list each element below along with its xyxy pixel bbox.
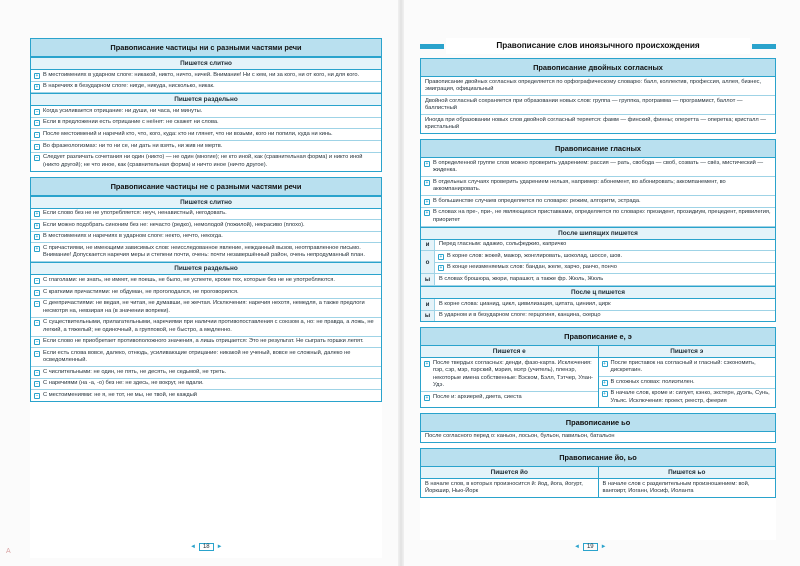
prev-arrow-icon: ◄	[574, 544, 580, 550]
minus-icon: –	[35, 120, 39, 126]
rule-row: – С деепричастиями: не ведая, не читая, не думавши, не жечтая. Исключения: наречия нехотя, немедля, а также предлоги несмотря на, невзирая на (в значении вопреки).	[31, 299, 381, 318]
minus-icon: –	[35, 350, 39, 356]
rule-row: В ударном и в безударном слоге: герцогиня, канцина, скерцо	[439, 312, 601, 319]
letter-tag: ы	[421, 274, 435, 285]
plus-icon: +	[35, 72, 39, 78]
rule-row: + После и: архиерей, диета, сиеста	[425, 393, 522, 400]
plus-icon: +	[425, 198, 429, 204]
subhead-after-ts: После ц пишется	[421, 286, 775, 299]
plus-icon: +	[425, 360, 429, 366]
minus-icon: –	[35, 381, 39, 387]
subhead-after-sibilants: После шипящих пишется	[421, 227, 775, 240]
jo-yo-box	[420, 448, 776, 498]
column-yo	[598, 467, 776, 497]
column-e	[421, 346, 598, 407]
minus-icon: –	[35, 131, 39, 137]
letter-rule	[421, 274, 775, 286]
e-e-box	[420, 327, 776, 408]
column-jo	[421, 467, 598, 497]
title-bar-left	[420, 44, 444, 49]
prev-arrow-icon: ◄	[190, 544, 196, 550]
plus-icon: +	[35, 234, 39, 240]
letter-rule	[421, 240, 775, 252]
plus-icon: +	[603, 391, 606, 397]
letter-rule	[421, 311, 775, 322]
rule-row: + Если слово без не не употребляется: неуч, ненавистный, негодовать.	[31, 209, 381, 221]
rule-row: – Когда усиливается отрицание: ни души, ни часа, ни минуты.	[31, 106, 381, 118]
box-title: Правописание е, э	[421, 328, 775, 346]
box-title: Правописание гласных	[421, 140, 775, 158]
minus-icon: –	[35, 301, 39, 307]
minus-icon: –	[35, 289, 39, 295]
right-page	[420, 58, 776, 540]
page-number-right	[574, 543, 607, 551]
two-columns	[421, 346, 775, 407]
page-number: 19	[583, 543, 598, 551]
particle-ni-box	[30, 38, 382, 172]
rule-row: – Если есть слова вовсе, далеко, отнюдь, усиливающие отрицание: никакой не ученый, вовсе не сложный, далеко не осведомленный.	[31, 348, 381, 367]
plus-icon: +	[439, 253, 443, 259]
title-bar-right	[752, 44, 776, 49]
minus-icon: –	[35, 155, 39, 161]
rule-row: – С глаголами: не знать, не имеет, не поешь, не было, не успеете, кроме тех, которые без не не употребляются.	[31, 275, 381, 287]
rule-row: + В местоимениях и наречиях в ударном слоге: некто, нечто, некогда.	[31, 232, 381, 244]
rule-row: + В конце неизменяемых слов: бандан, желе, харчо, ранчо, пончо	[439, 264, 617, 271]
plus-icon: +	[35, 245, 39, 251]
plus-icon: +	[603, 379, 606, 385]
box-title: Правописание ьо	[421, 414, 775, 432]
minus-icon: –	[35, 277, 39, 283]
rule-row: + С причастиями, не имеющими зависимых слов: неисследованное явление, нежданный вызов, неотправленное письмо. Внимание! Допускается наречия меры и степени почти, очень: почти незавершённый район, очень непродуманный план.	[31, 243, 381, 262]
plus-icon: +	[35, 84, 39, 90]
rule-row: В начале слов с разделительным произношением: вой, вангоирт, Иоганн, Иосиф, Иоланта	[602, 480, 750, 495]
plus-icon: +	[425, 179, 429, 185]
rule-row: – Если в предложении есть отрицание с не/нет: не скажет ни слова.	[31, 118, 381, 130]
rule-row: В корне слова: цианид, цикл, цивилизация, цитата, циниил, цирк	[439, 300, 611, 307]
rule-row: + В отдельных случаях проверить ударением нельзя, например: абонемент, во абонировать; аккомпанемент, во аккомпанировать.	[421, 177, 775, 196]
section-title-text: Правописание слов иноязычного происхождения	[446, 38, 750, 54]
page-number-left	[190, 543, 223, 551]
rule-row: Правописание двойных согласных определяется по орфографическому словарю: балл, коллектив, профессия, аллея, бизнес, эмиграция, официальный	[421, 77, 775, 96]
plus-icon: +	[603, 360, 606, 366]
subhead-separate: Пишется раздельно	[31, 262, 381, 275]
plus-icon: +	[35, 211, 39, 217]
rule-row: + После твердых согласных: денди, фазо-карта. Исключения: пэр, сэр, мэр, пэрский, мэрия, мэтр (учитель), пленэр, некоторые имена собственные: Вэском, Бэлл, Тэтчер, Улан-Удэ.	[421, 358, 598, 392]
rule-row: В начале слов, в которых произносится й: йод, йога, йогурт, Йоркшир, Нью-Йорк	[425, 480, 583, 495]
column-head: Пишется е	[421, 346, 598, 358]
left-page	[30, 38, 382, 558]
minus-icon: –	[35, 108, 39, 114]
rule-row: – После местоимений и наречий кто, что, кого, куда: кто ни глянет, что ни возьми, кого ни попили, куда ни кинь.	[31, 129, 381, 141]
plus-icon: +	[35, 222, 39, 228]
rule-row: – С числительными: не один, не пять, не десять, не седьмой, не треть.	[31, 367, 381, 379]
two-columns	[421, 467, 775, 497]
rule-row: – Следует различать сочетания ни один (никто) — не один (многие); не кто иной, как (сравнительная форма) и никто иной (никто другой); не что иное, как (сравнительная форма) и ничто иное (ничто другое).	[35, 154, 363, 168]
rule-row: + В словах на пре-, при-, не являющихся приставками, определяется по словарю: президент, прозидиум, прецедент, привилегия, приоритет	[421, 208, 775, 227]
page-number: 18	[199, 543, 214, 551]
rule-row: + В местоимениях в ударном слоге: никакой, никто, ничто, ничей. Внимание! Ни с кем, ни за кого, ни от кого, ни для кого.	[31, 70, 381, 82]
box-title: Правописание частицы не с разными частями речи	[31, 178, 381, 196]
minus-icon: –	[35, 369, 39, 375]
letter-tag: и	[421, 299, 435, 310]
letter-tag: и	[421, 240, 435, 251]
letter-rule	[421, 251, 775, 274]
rule-row: – С существительными, прилагательными, наречиями при наличии противопоставления с союзом а, но: не правда, а ложь, не легкий, а тяжелый; не одиночный, а групповой, не быстро, а медленно.	[31, 318, 381, 337]
box-title: Правописание йо, ьо	[421, 449, 775, 467]
rule-row: – Во фразеологизмах: ни то ни се, ни дать ни взять, ни жив ни мертв.	[31, 141, 381, 153]
rule-row: + В начале слов, кроме и: силует, кэнко, экстерн, дуэль, Сунь, Ульяс. Исключения: проект, реестр, феерия	[603, 390, 770, 404]
letter-rule	[421, 299, 775, 311]
section-title	[420, 38, 776, 54]
vowels-box	[420, 139, 776, 322]
plus-icon: +	[425, 210, 429, 216]
column-head: Пишется йо	[421, 467, 598, 479]
double-consonants-box	[420, 58, 776, 134]
minus-icon: –	[35, 339, 39, 345]
rule-row: + После приставок на согласный и гласный: сэкономить, дискретаин.	[599, 358, 776, 377]
letter-tag: ы	[421, 311, 435, 322]
rule-row: – Если слово не приобретает противоположного значения, а лишь отрицается: Это не результат. Не сыграть горшки лепят.	[31, 337, 381, 349]
rule-row: – С наречиями (на -а, -о) без не: не здесь, не вокруг, не вдали.	[31, 379, 381, 391]
letter-tag: о	[421, 251, 435, 273]
rule-row: Иногда при образовании новых слов двойной согласный теряется: фамм — финский, финны; оперетта — оперетка; кристалл — кристальный	[425, 116, 766, 130]
rule-row: Двойной согласный сохраняется при образовании новых слов: группа — группка, программа — программист, баллот — баллистный	[421, 96, 775, 115]
rule-row: В словах брошюра, жюри, парашют, а также фр. Жюль, Жюль	[439, 275, 604, 282]
box-title: Правописание частицы ни с разными частями речи	[31, 39, 381, 57]
plus-icon: +	[439, 265, 443, 271]
plus-icon: +	[425, 160, 429, 166]
rule-row: Перед гласным: адажио, сольфеджио, капричко	[439, 241, 567, 248]
box-title: Правописание двойных согласных	[421, 59, 775, 77]
plus-icon: +	[425, 394, 429, 400]
minus-icon: –	[35, 320, 39, 326]
corner-mark: A	[6, 548, 11, 555]
particle-ne-box	[30, 177, 382, 402]
next-arrow-icon: ►	[600, 544, 607, 550]
minus-icon: –	[35, 143, 39, 149]
minus-icon: –	[35, 392, 39, 398]
book-gutter	[398, 0, 404, 566]
subhead-together: Пишется слитно	[31, 196, 381, 209]
rule-row: + В сложных словах: полиэтилен.	[599, 377, 776, 389]
rule-row: + В наречиях в безударном слоге: нигде, никуда, нисколько, никак.	[31, 82, 381, 94]
column-eh	[598, 346, 776, 407]
column-head: Пишется э	[599, 346, 776, 358]
rule-row: + В определенной группе слов можно проверить ударением: рассия — рать, свобода — своб, созвать — свёз, мистический — жиденка.	[421, 158, 775, 177]
subhead-together: Пишется слитно	[31, 57, 381, 70]
rule-row: + В большинстве случаев определяется по словарю: режим, алгоритм, эстрада.	[421, 196, 775, 208]
yo-box	[420, 413, 776, 444]
rule-row: + В корне слов: жокей, мажор, жонглировать, шоколад, шоссе, шов.	[435, 251, 775, 263]
rule-row: – С краткими причастиями: не обдуман, не проголодался, не проговорился.	[31, 287, 381, 299]
rule-row: – С местоимениями: не я, не тот, не мы, не твой, не каждый	[35, 391, 197, 398]
subhead-separate: Пишется раздельно	[31, 93, 381, 106]
column-head: Пишется ьо	[599, 467, 776, 479]
rule-row: + Если можно подобрать синоним без не: нечасто (редко), немолодой (пожилой), некрасиво (плохо).	[31, 220, 381, 232]
rule-row: После согласного перед о: каньон, лосьон, бульон, павильон, батальон	[425, 433, 615, 440]
next-arrow-icon: ►	[216, 544, 223, 550]
